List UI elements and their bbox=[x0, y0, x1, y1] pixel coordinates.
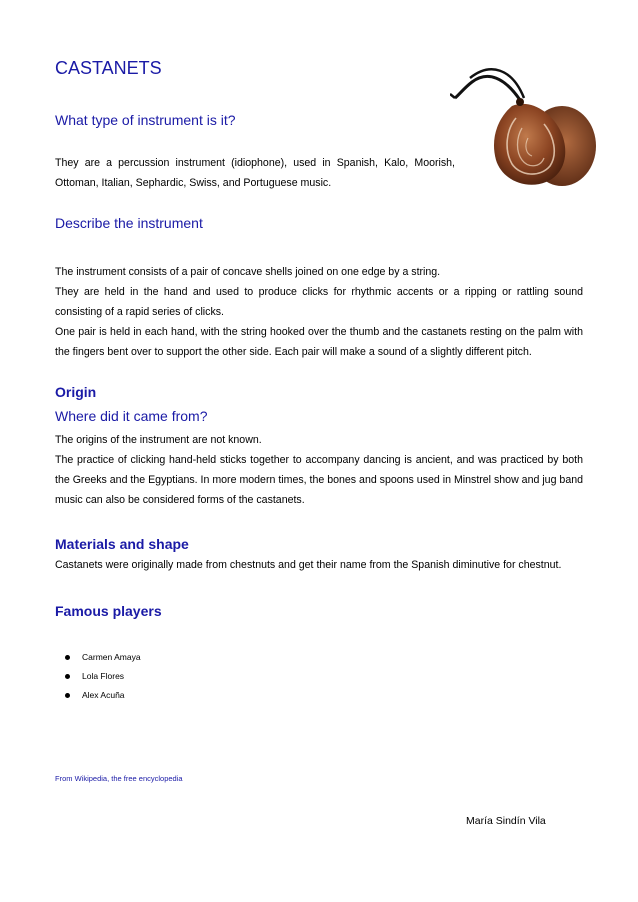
list-item: Carmen Amaya bbox=[55, 648, 141, 667]
list-item: Alex Acuña bbox=[55, 686, 141, 705]
section-type-line-2: Ottoman, Italian, Sephardic, Swiss, and Portuguese music. bbox=[55, 177, 332, 189]
section-type-line-1: They are a percussion instrument (idiophone), used in Spanish, Kalo, Moorish, bbox=[55, 157, 455, 169]
section-describe-text bbox=[55, 262, 583, 362]
castanets-icon bbox=[450, 58, 600, 193]
bullet-icon bbox=[65, 693, 70, 698]
section-type-text bbox=[55, 153, 455, 193]
section-materials-heading: Materials and shape bbox=[55, 536, 189, 552]
page-title: CASTANETS bbox=[55, 58, 162, 78]
section-describe-heading: Describe the instrument bbox=[55, 215, 203, 231]
section-materials-text bbox=[55, 555, 583, 575]
section-origin-p1: The origins of the instrument are not known. bbox=[55, 434, 262, 446]
author-name: María Sindín Vila bbox=[466, 815, 546, 827]
players-list bbox=[55, 648, 141, 705]
section-materials-p1: Castanets were originally made from chestnuts and get their name from the Spanish diminutive for chestnut. bbox=[55, 559, 562, 571]
section-describe-p2: They are held in the hand and used to produce clicks for rhythmic accents or a ripping or rattling sound consisting of a rapid series of clicks. bbox=[55, 286, 583, 318]
section-players-heading: Famous players bbox=[55, 603, 162, 619]
section-describe-p3: One pair is held in each hand, with the string hooked over the thumb and the castanets resting on the palm with the fingers bent over to support the other side. Each pair will make a sound of a slightly different pitch. bbox=[55, 326, 583, 358]
bullet-icon bbox=[65, 674, 70, 679]
bullet-icon bbox=[65, 655, 70, 660]
section-type-heading: What type of instrument is it? bbox=[55, 112, 236, 128]
section-origin-heading: Origin bbox=[55, 384, 97, 400]
section-origin-subheading: Where did it came from? bbox=[55, 408, 208, 424]
source-credit: From Wikipedia, the free encyclopedia bbox=[55, 774, 183, 783]
section-origin-text bbox=[55, 430, 583, 510]
section-describe-p1: The instrument consists of a pair of concave shells joined on one edge by a string. bbox=[55, 266, 441, 278]
list-item: Lola Flores bbox=[55, 667, 141, 686]
section-origin-p2: The practice of clicking hand-held sticks together to accompany dancing is ancient, and was practiced by both the Greeks and the Egyptians. In more modern times, the bones and spoons used in Minstrel show and jug band music can also be considered forms of the castanets. bbox=[55, 454, 583, 506]
